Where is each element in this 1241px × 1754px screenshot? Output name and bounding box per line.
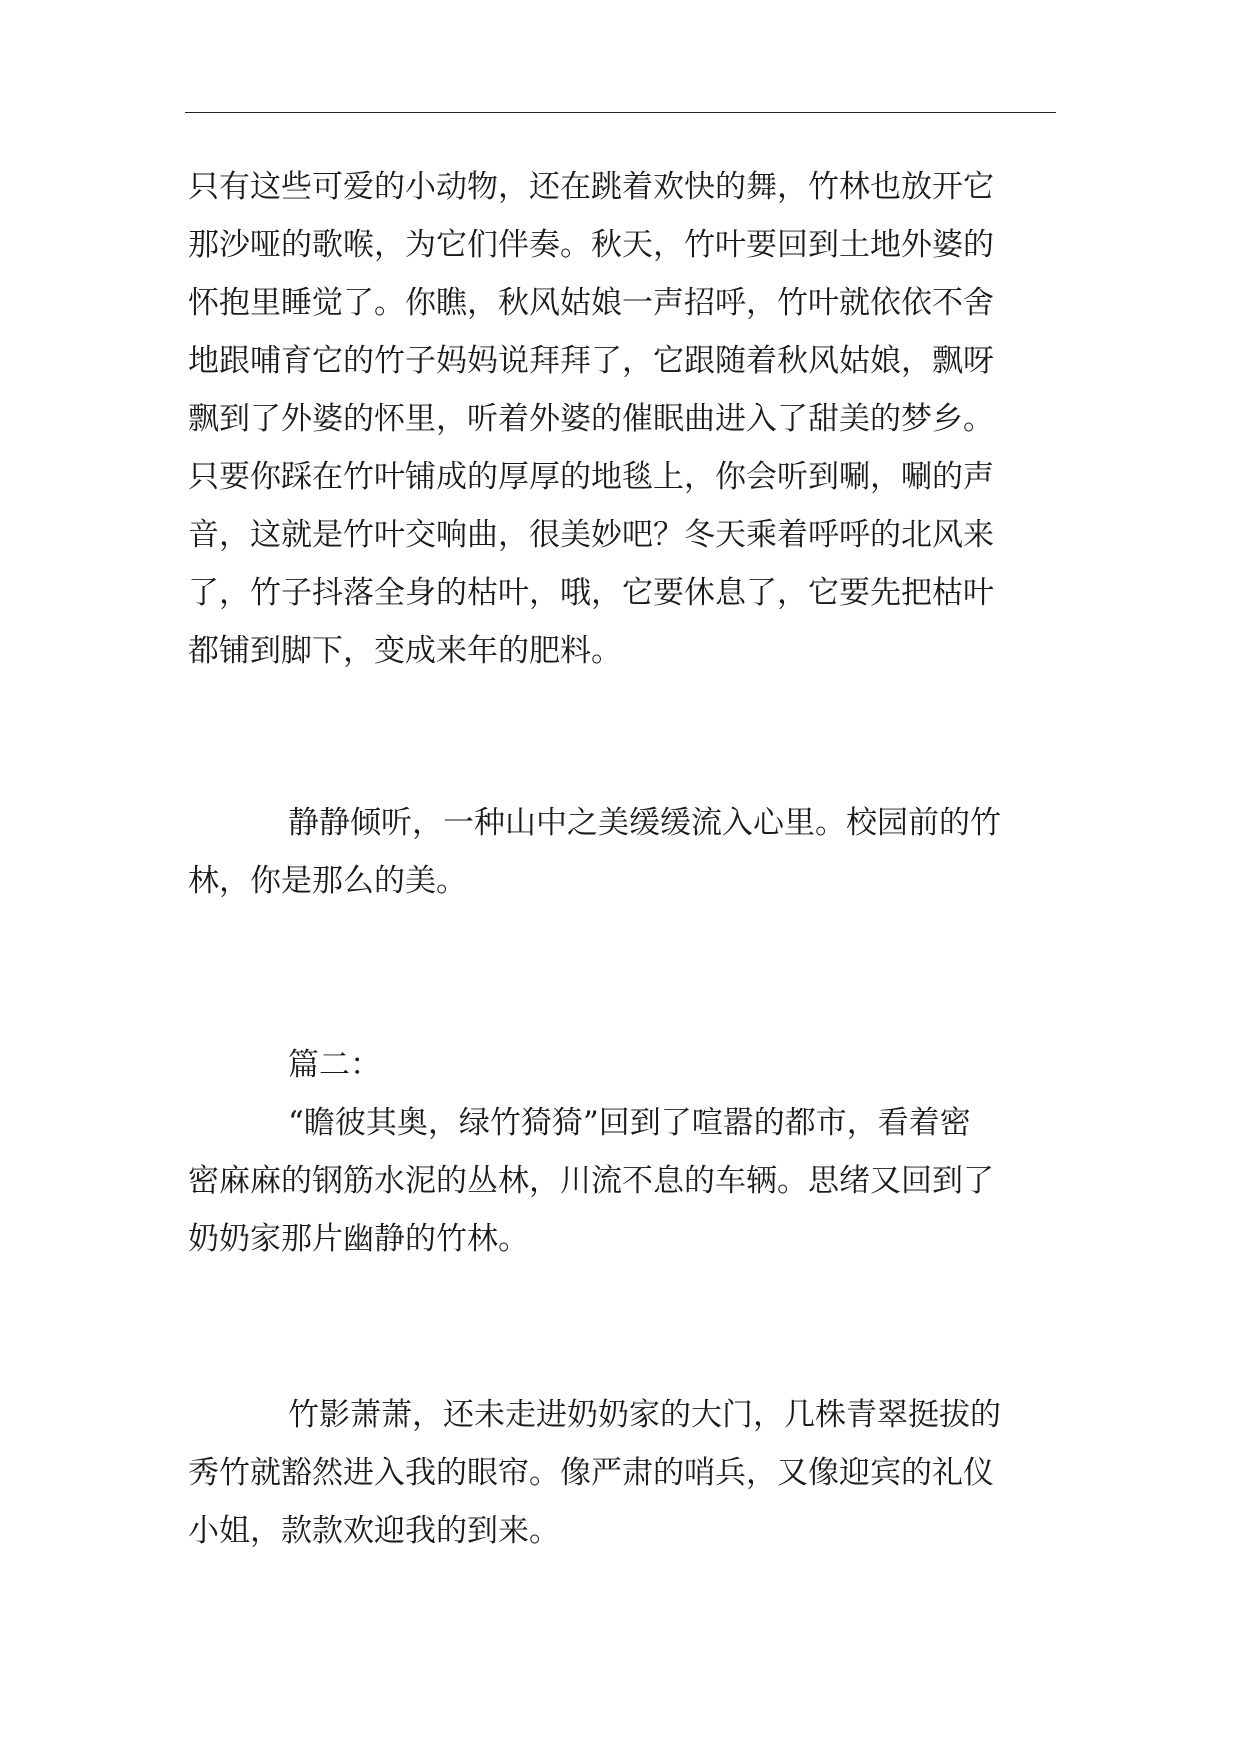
paragraph-4 xyxy=(188,1386,1056,1560)
text-line: 竹影萧萧，还未走进奶奶家的大门，几株青翠挺拔的 xyxy=(288,1397,1001,1433)
text-line: 秀竹就豁然进入我的眼帘。像严肃的哨兵，又像迎宾的礼仪 xyxy=(188,1455,994,1491)
text-line: 林，你是那么的美。 xyxy=(188,863,467,899)
text-line: 飘到了外婆的怀里，听着外婆的催眠曲进入了甜美的梦乡。 xyxy=(188,401,994,437)
text-line: 音，这就是竹叶交响曲，很美妙吧？冬天乘着呼呼的北风来 xyxy=(188,517,994,553)
header-rule xyxy=(185,112,1056,113)
text-line: 小姐，款款欢迎我的到来。 xyxy=(188,1513,560,1549)
text-line: 只有这些可爱的小动物，还在跳着欢快的舞，竹林也放开它 xyxy=(188,169,994,205)
paragraph-2 xyxy=(188,794,1056,910)
text-line: 都铺到脚下，变成来年的肥料。 xyxy=(188,633,622,669)
text-line: “瞻彼其奥，绿竹猗猗”回到了喧嚣的都市，看着密 xyxy=(288,1105,971,1141)
text-line: 只要你踩在竹叶铺成的厚厚的地毯上，你会听到唰，唰的声 xyxy=(188,459,994,495)
text-line: 密麻麻的钢筋水泥的丛林，川流不息的车辆。思绪又回到了 xyxy=(188,1163,994,1199)
text-line: 怀抱里睡觉了。你瞧，秋风姑娘一声招呼，竹叶就依依不舍 xyxy=(188,285,994,321)
text-line: 地跟哺育它的竹子妈妈说拜拜了，它跟随着秋风姑娘，飘呀 xyxy=(188,343,994,379)
section-heading: 篇二： xyxy=(288,1047,381,1083)
text-line: 奶奶家那片幽静的竹林。 xyxy=(188,1221,529,1257)
paragraph-1 xyxy=(188,158,1056,680)
paragraph-3 xyxy=(188,1036,1056,1268)
text-line: 那沙哑的歌喉，为它们伴奏。秋天，竹叶要回到土地外婆的 xyxy=(188,227,994,263)
text-line: 静静倾听，一种山中之美缓缓流入心里。校园前的竹 xyxy=(288,805,1001,841)
text-line: 了，竹子抖落全身的枯叶，哦，它要休息了，它要先把枯叶 xyxy=(188,575,994,611)
